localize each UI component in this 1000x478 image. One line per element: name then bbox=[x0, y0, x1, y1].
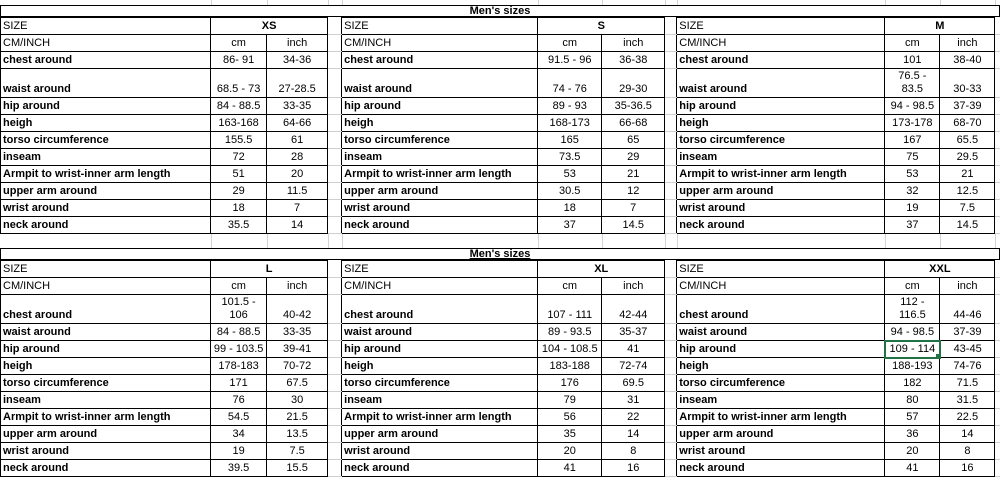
cm-header-cell[interactable]: cm bbox=[538, 278, 602, 295]
gap-cell bbox=[665, 115, 677, 132]
inch-value-cell[interactable]: 37-39 bbox=[940, 98, 995, 115]
selected-cell-value: 109 - 114 bbox=[889, 342, 936, 355]
inch-value-cell[interactable]: 36-38 bbox=[602, 52, 665, 69]
unit-label-cell[interactable]: CM/INCH bbox=[677, 35, 885, 52]
inch-value-cell[interactable]: 65.5 bbox=[940, 132, 995, 149]
gap-cell bbox=[665, 69, 677, 98]
unit-label-cell[interactable]: CM/INCH bbox=[342, 278, 538, 295]
inch-header-cell[interactable]: inch bbox=[267, 35, 328, 52]
cm-value-cell[interactable]: 75 bbox=[885, 149, 940, 166]
inch-value-cell[interactable]: 68-70 bbox=[940, 115, 995, 132]
inch-value-cell[interactable]: 12.5 bbox=[940, 183, 995, 200]
cm-value-cell[interactable]: 84 - 88.5 bbox=[211, 98, 267, 115]
gap-cell bbox=[665, 132, 677, 149]
inch-value-cell[interactable]: 65 bbox=[602, 132, 665, 149]
inch-value-cell[interactable]: 7.5 bbox=[940, 200, 995, 217]
inch-value-cell[interactable]: 7 bbox=[602, 200, 665, 217]
gap-cell bbox=[995, 460, 1000, 477]
gap-cell bbox=[995, 35, 1000, 52]
size-label-cell[interactable]: SIZE bbox=[677, 18, 885, 35]
inch-value-cell[interactable]: 8 bbox=[602, 443, 665, 460]
inch-value-cell[interactable]: 13.5 bbox=[267, 426, 328, 443]
gap-cell bbox=[665, 460, 677, 477]
gap-cell bbox=[665, 392, 677, 409]
cm-value-cell[interactable]: 101.5 - 106 bbox=[211, 295, 267, 324]
cm-value-cell[interactable]: 35.5 bbox=[211, 217, 267, 234]
gap-cell bbox=[328, 460, 342, 477]
row-label-cell[interactable]: chest around bbox=[1, 295, 211, 324]
cm-value-cell[interactable]: 80 bbox=[885, 392, 940, 409]
cm-value-cell[interactable]: 107 - 111 bbox=[538, 295, 602, 324]
inch-value-cell[interactable]: 67.5 bbox=[267, 375, 328, 392]
cm-value-cell[interactable]: 68.5 - 73 bbox=[211, 69, 267, 98]
inch-value-cell[interactable]: 38-40 bbox=[940, 52, 995, 69]
size-label-cell[interactable]: SIZE bbox=[342, 261, 538, 278]
size-header-cell-m[interactable]: M bbox=[885, 18, 995, 35]
inch-value-cell[interactable]: 31.5 bbox=[940, 392, 995, 409]
inch-value-cell[interactable]: 35-36.5 bbox=[602, 98, 665, 115]
row-label-cell[interactable]: wrist around bbox=[1, 443, 211, 460]
row-label-cell[interactable]: hip around bbox=[1, 341, 211, 358]
inch-value-cell[interactable]: 33-35 bbox=[267, 324, 328, 341]
row-label-cell[interactable]: neck around bbox=[677, 217, 885, 234]
section-title-bottom[interactable] bbox=[0, 248, 1000, 260]
unit-label-cell[interactable]: CM/INCH bbox=[1, 35, 211, 52]
gap-cell bbox=[328, 115, 342, 132]
size-label-cell[interactable]: SIZE bbox=[1, 18, 211, 35]
gap-cell bbox=[995, 149, 1000, 166]
cm-value-cell[interactable]: 94 - 98.5 bbox=[885, 98, 940, 115]
size-label-cell[interactable]: SIZE bbox=[342, 18, 538, 35]
gap-cell bbox=[328, 149, 342, 166]
cm-value-cell[interactable]: 51 bbox=[211, 166, 267, 183]
gap-cell bbox=[328, 166, 342, 183]
gap-cell bbox=[995, 324, 1000, 341]
inch-header-cell[interactable]: inch bbox=[602, 278, 665, 295]
size-header-cell-s[interactable]: S bbox=[538, 18, 665, 35]
inch-value-cell[interactable]: 11.5 bbox=[267, 183, 328, 200]
cm-value-cell[interactable]: 29 bbox=[211, 183, 267, 200]
row-label-cell[interactable]: waist around bbox=[677, 69, 885, 98]
cm-header-cell[interactable]: cm bbox=[538, 35, 602, 52]
cm-value-cell[interactable]: 54.5 bbox=[211, 409, 267, 426]
gap-cell bbox=[995, 261, 1000, 278]
cm-value-cell[interactable]: 36 bbox=[885, 426, 940, 443]
unit-label-cell[interactable]: CM/INCH bbox=[677, 278, 885, 295]
row-label-cell[interactable]: wrist around bbox=[342, 443, 538, 460]
gap-cell bbox=[328, 392, 342, 409]
cm-value-cell[interactable]: 89 - 93 bbox=[538, 98, 602, 115]
row-label-cell[interactable]: upper arm around bbox=[1, 426, 211, 443]
gap-cell bbox=[328, 217, 342, 234]
cm-value-cell[interactable]: 79 bbox=[538, 392, 602, 409]
size-label-cell[interactable]: SIZE bbox=[1, 261, 211, 278]
unit-label-cell[interactable]: CM/INCH bbox=[1, 278, 211, 295]
cm-value-cell[interactable]: 72 bbox=[211, 149, 267, 166]
cm-value-cell[interactable]: 32 bbox=[885, 183, 940, 200]
size-tables-bottom-body bbox=[1, 261, 1000, 477]
inch-value-cell[interactable]: 29 bbox=[602, 149, 665, 166]
cm-value-cell[interactable]: 41 bbox=[885, 460, 940, 477]
inch-value-cell[interactable]: 20 bbox=[267, 166, 328, 183]
row-label-cell[interactable]: wrist around bbox=[677, 443, 885, 460]
inch-value-cell[interactable]: 15.5 bbox=[267, 460, 328, 477]
cm-value-cell[interactable]: 20 bbox=[538, 443, 602, 460]
cm-value-cell[interactable]: 171 bbox=[211, 375, 267, 392]
row-label-cell[interactable]: upper arm around bbox=[342, 426, 538, 443]
cm-header-cell[interactable]: cm bbox=[211, 35, 267, 52]
inch-value-cell[interactable]: 8 bbox=[940, 443, 995, 460]
row-label-cell[interactable]: chest around bbox=[1, 52, 211, 69]
row-label-cell[interactable]: heigh bbox=[342, 358, 538, 375]
gap-cell bbox=[995, 409, 1000, 426]
gap-cell bbox=[995, 358, 1000, 375]
inch-value-cell[interactable]: 29-30 bbox=[602, 69, 665, 98]
gap-cell bbox=[995, 98, 1000, 115]
cm-value-cell[interactable]: 178-183 bbox=[211, 358, 267, 375]
row-label-cell[interactable]: wrist around bbox=[1, 200, 211, 217]
cm-value-cell[interactable]: 19 bbox=[885, 200, 940, 217]
gap-cell bbox=[665, 200, 677, 217]
gap-cell bbox=[665, 278, 677, 295]
row-label-cell[interactable]: inseam bbox=[677, 392, 885, 409]
row-label-cell[interactable]: inseam bbox=[342, 392, 538, 409]
inch-value-cell[interactable]: 22 bbox=[602, 409, 665, 426]
gap-cell bbox=[665, 426, 677, 443]
gap-cell bbox=[328, 278, 342, 295]
cm-value-cell[interactable]: 19 bbox=[211, 443, 267, 460]
size-tables-top-body bbox=[1, 18, 1000, 234]
gap-cell bbox=[328, 18, 342, 35]
inch-value-cell[interactable]: 74-76 bbox=[940, 358, 995, 375]
gap-cell bbox=[995, 295, 1000, 324]
row-label-cell[interactable]: inseam bbox=[1, 149, 211, 166]
gap-cell bbox=[665, 52, 677, 69]
row-label-cell[interactable]: Armpit to wrist-inner arm length bbox=[1, 409, 211, 426]
cm-header-cell[interactable]: cm bbox=[211, 278, 267, 295]
gap-cell bbox=[995, 18, 1000, 35]
row-label-cell[interactable]: hip around bbox=[342, 341, 538, 358]
cm-value-cell[interactable]: 76 bbox=[211, 392, 267, 409]
inch-value-cell[interactable]: 16 bbox=[940, 460, 995, 477]
gap-cell bbox=[328, 52, 342, 69]
row-label-cell[interactable]: torso circumference bbox=[342, 375, 538, 392]
inch-header-cell[interactable]: inch bbox=[940, 278, 995, 295]
size-tables-bottom bbox=[0, 260, 1000, 477]
inch-value-cell[interactable]: 31 bbox=[602, 392, 665, 409]
unit-label-cell[interactable]: CM/INCH bbox=[342, 35, 538, 52]
gap-cell bbox=[665, 98, 677, 115]
row-label-cell[interactable]: hip around bbox=[677, 98, 885, 115]
row-label-cell[interactable]: waist around bbox=[342, 324, 538, 341]
cm-value-cell[interactable]: 104 - 108.5 bbox=[538, 341, 602, 358]
inch-value-cell[interactable]: 21 bbox=[940, 166, 995, 183]
cm-value-cell[interactable]: 188-193 bbox=[885, 358, 940, 375]
gap-cell bbox=[665, 409, 677, 426]
size-header-cell-l[interactable]: L bbox=[211, 261, 328, 278]
row-label-cell[interactable]: Armpit to wrist-inner arm length bbox=[677, 409, 885, 426]
row-label-cell[interactable]: wrist around bbox=[342, 200, 538, 217]
gap-cell bbox=[328, 324, 342, 341]
size-tables-top bbox=[0, 17, 1000, 234]
gap-cell bbox=[328, 443, 342, 460]
cm-value-cell[interactable]: 99 - 103.5 bbox=[211, 341, 267, 358]
inch-value-cell[interactable]: 21 bbox=[602, 166, 665, 183]
cm-value-cell[interactable]: 73.5 bbox=[538, 149, 602, 166]
inch-value-cell[interactable]: 7 bbox=[267, 200, 328, 217]
inch-value-cell[interactable]: 43-45 bbox=[940, 341, 995, 358]
cm-value-cell[interactable]: 53 bbox=[885, 166, 940, 183]
inch-value-cell[interactable]: 33-35 bbox=[267, 98, 328, 115]
selected-cell[interactable] bbox=[885, 341, 940, 358]
inch-header-cell[interactable]: inch bbox=[602, 35, 665, 52]
cm-value-cell[interactable]: 167 bbox=[885, 132, 940, 149]
gap-cell bbox=[995, 69, 1000, 98]
row-label-cell[interactable]: neck around bbox=[677, 460, 885, 477]
row-label-cell[interactable]: torso circumference bbox=[342, 132, 538, 149]
gap-cell bbox=[665, 149, 677, 166]
row-label-cell[interactable]: inseam bbox=[342, 149, 538, 166]
inch-value-cell[interactable]: 66-68 bbox=[602, 115, 665, 132]
inch-value-cell[interactable]: 70-72 bbox=[267, 358, 328, 375]
inch-value-cell[interactable]: 12 bbox=[602, 183, 665, 200]
gap-cell bbox=[665, 324, 677, 341]
gap-cell bbox=[665, 18, 677, 35]
row-label-cell[interactable]: neck around bbox=[1, 217, 211, 234]
cm-value-cell[interactable]: 57 bbox=[885, 409, 940, 426]
cm-value-cell[interactable]: 183-188 bbox=[538, 358, 602, 375]
cm-value-cell[interactable]: 94 - 98.5 bbox=[885, 324, 940, 341]
row-label-cell[interactable]: upper arm around bbox=[677, 426, 885, 443]
gap-cell bbox=[328, 341, 342, 358]
gap-cell bbox=[328, 69, 342, 98]
row-label-cell[interactable]: torso circumference bbox=[677, 132, 885, 149]
gap-cell bbox=[328, 35, 342, 52]
row-label-cell[interactable]: inseam bbox=[677, 149, 885, 166]
row-label-cell[interactable]: Armpit to wrist-inner arm length bbox=[677, 166, 885, 183]
cm-header-cell[interactable]: cm bbox=[885, 278, 940, 295]
row-label-cell[interactable]: heigh bbox=[1, 115, 211, 132]
row-label-cell[interactable]: neck around bbox=[342, 460, 538, 477]
gap-cell bbox=[328, 183, 342, 200]
inch-value-cell[interactable]: 37-39 bbox=[940, 324, 995, 341]
gap-cell bbox=[665, 358, 677, 375]
gap-cell bbox=[995, 278, 1000, 295]
gap-cell bbox=[995, 52, 1000, 69]
gap-cell bbox=[328, 98, 342, 115]
gap-cell bbox=[995, 217, 1000, 234]
row-label-cell[interactable]: inseam bbox=[1, 392, 211, 409]
grid-gap-middle bbox=[0, 234, 1000, 248]
gap-cell bbox=[328, 409, 342, 426]
row-label-cell[interactable]: heigh bbox=[1, 358, 211, 375]
cm-value-cell[interactable]: 76.5 - 83.5 bbox=[885, 69, 940, 98]
cm-value-cell[interactable]: 89 - 93.5 bbox=[538, 324, 602, 341]
inch-value-cell[interactable]: 14 bbox=[940, 426, 995, 443]
gap-cell bbox=[665, 166, 677, 183]
section-title-bottom-text: Men's sizes bbox=[469, 248, 531, 260]
row-label-cell[interactable]: hip around bbox=[1, 98, 211, 115]
inch-value-cell[interactable]: 39-41 bbox=[267, 341, 328, 358]
inch-value-cell[interactable]: 27-28.5 bbox=[267, 69, 328, 98]
row-label-cell[interactable]: torso circumference bbox=[1, 375, 211, 392]
cm-value-cell[interactable]: 35 bbox=[538, 426, 602, 443]
row-label-cell[interactable]: Armpit to wrist-inner arm length bbox=[342, 166, 538, 183]
inch-value-cell[interactable]: 22.5 bbox=[940, 409, 995, 426]
gap-cell bbox=[665, 443, 677, 460]
row-label-cell[interactable]: neck around bbox=[1, 460, 211, 477]
cm-value-cell[interactable]: 30.5 bbox=[538, 183, 602, 200]
cm-value-cell[interactable]: 20 bbox=[885, 443, 940, 460]
row-label-cell[interactable]: Armpit to wrist-inner arm length bbox=[342, 409, 538, 426]
gap-cell bbox=[995, 166, 1000, 183]
inch-value-cell[interactable]: 69.5 bbox=[602, 375, 665, 392]
inch-value-cell[interactable]: 42-44 bbox=[602, 295, 665, 324]
cm-value-cell[interactable]: 86- 91 bbox=[211, 52, 267, 69]
inch-value-cell[interactable]: 41 bbox=[602, 341, 665, 358]
row-label-cell[interactable]: waist around bbox=[342, 69, 538, 98]
inch-value-cell[interactable]: 44-46 bbox=[940, 295, 995, 324]
cm-value-cell[interactable]: 163-168 bbox=[211, 115, 267, 132]
row-label-cell[interactable]: torso circumference bbox=[677, 375, 885, 392]
cm-value-cell[interactable]: 53 bbox=[538, 166, 602, 183]
size-label-cell[interactable]: SIZE bbox=[677, 261, 885, 278]
row-label-cell[interactable]: chest around bbox=[677, 52, 885, 69]
gap-cell bbox=[328, 426, 342, 443]
gap-cell bbox=[328, 375, 342, 392]
inch-value-cell[interactable]: 14 bbox=[602, 426, 665, 443]
cm-value-cell[interactable]: 84 - 88.5 bbox=[211, 324, 267, 341]
gap-cell bbox=[995, 341, 1000, 358]
gap-cell bbox=[995, 392, 1000, 409]
inch-value-cell[interactable]: 40-42 bbox=[267, 295, 328, 324]
row-label-cell[interactable]: upper arm around bbox=[342, 183, 538, 200]
gap-cell bbox=[328, 295, 342, 324]
cm-value-cell[interactable]: 39.5 bbox=[211, 460, 267, 477]
gap-cell bbox=[328, 132, 342, 149]
cm-value-cell[interactable]: 155.5 bbox=[211, 132, 267, 149]
gap-cell bbox=[328, 200, 342, 217]
row-label-cell[interactable]: heigh bbox=[677, 358, 885, 375]
gap-cell bbox=[665, 183, 677, 200]
row-label-cell[interactable]: neck around bbox=[342, 217, 538, 234]
inch-value-cell[interactable]: 71.5 bbox=[940, 375, 995, 392]
inch-value-cell[interactable]: 21.5 bbox=[267, 409, 328, 426]
row-label-cell[interactable]: waist around bbox=[1, 324, 211, 341]
size-header-cell-xl[interactable]: XL bbox=[538, 261, 665, 278]
row-label-cell[interactable]: chest around bbox=[677, 295, 885, 324]
row-label-cell[interactable]: chest around bbox=[342, 295, 538, 324]
row-label-cell[interactable]: upper arm around bbox=[1, 183, 211, 200]
cm-value-cell[interactable]: 182 bbox=[885, 375, 940, 392]
cm-value-cell[interactable]: 41 bbox=[538, 460, 602, 477]
section-title-top[interactable] bbox=[0, 5, 1000, 17]
gap-cell bbox=[665, 295, 677, 324]
section-title-top-text: Men's sizes bbox=[469, 5, 531, 17]
row-label-cell[interactable]: torso circumference bbox=[1, 132, 211, 149]
inch-header-cell[interactable]: inch bbox=[267, 278, 328, 295]
row-label-cell[interactable]: chest around bbox=[342, 52, 538, 69]
cm-value-cell[interactable]: 176 bbox=[538, 375, 602, 392]
row-label-cell[interactable]: waist around bbox=[1, 69, 211, 98]
inch-value-cell[interactable]: 14.5 bbox=[940, 217, 995, 234]
cm-header-cell[interactable]: cm bbox=[885, 35, 940, 52]
inch-value-cell[interactable]: 7.5 bbox=[267, 443, 328, 460]
cm-value-cell[interactable]: 165 bbox=[538, 132, 602, 149]
cm-value-cell[interactable]: 168-173 bbox=[538, 115, 602, 132]
cm-value-cell[interactable]: 18 bbox=[211, 200, 267, 217]
inch-value-cell[interactable]: 72-74 bbox=[602, 358, 665, 375]
gap-cell bbox=[995, 200, 1000, 217]
fill-handle[interactable] bbox=[935, 353, 940, 358]
cm-value-cell[interactable]: 37 bbox=[885, 217, 940, 234]
gap-cell bbox=[995, 132, 1000, 149]
inch-header-cell[interactable]: inch bbox=[940, 35, 995, 52]
cm-value-cell[interactable]: 18 bbox=[538, 200, 602, 217]
cm-value-cell[interactable]: 34 bbox=[211, 426, 267, 443]
inch-value-cell[interactable]: 30-33 bbox=[940, 69, 995, 98]
gap-cell bbox=[995, 183, 1000, 200]
cm-value-cell[interactable]: 74 - 76 bbox=[538, 69, 602, 98]
inch-value-cell[interactable]: 14.5 bbox=[602, 217, 665, 234]
inch-value-cell[interactable]: 35-37 bbox=[602, 324, 665, 341]
cm-value-cell[interactable]: 56 bbox=[538, 409, 602, 426]
gap-cell bbox=[665, 35, 677, 52]
gap-cell bbox=[328, 261, 342, 278]
row-label-cell[interactable]: heigh bbox=[342, 115, 538, 132]
inch-value-cell[interactable]: 14 bbox=[267, 217, 328, 234]
size-header-cell-xs[interactable]: XS bbox=[211, 18, 328, 35]
gap-cell bbox=[665, 341, 677, 358]
gap-cell bbox=[665, 261, 677, 278]
row-label-cell[interactable]: hip around bbox=[677, 341, 885, 358]
inch-value-cell[interactable]: 30 bbox=[267, 392, 328, 409]
row-label-cell[interactable]: upper arm around bbox=[677, 183, 885, 200]
row-label-cell[interactable]: wrist around bbox=[677, 200, 885, 217]
cm-value-cell[interactable]: 91.5 - 96 bbox=[538, 52, 602, 69]
row-label-cell[interactable]: heigh bbox=[677, 115, 885, 132]
size-header-cell-xxl[interactable]: XXL bbox=[885, 261, 995, 278]
cm-value-cell[interactable]: 112 - 116.5 bbox=[885, 295, 940, 324]
inch-value-cell[interactable]: 61 bbox=[267, 132, 328, 149]
gap-cell bbox=[995, 115, 1000, 132]
inch-value-cell[interactable]: 64-66 bbox=[267, 115, 328, 132]
row-label-cell[interactable]: waist around bbox=[677, 324, 885, 341]
inch-value-cell[interactable]: 16 bbox=[602, 460, 665, 477]
inch-value-cell[interactable]: 34-36 bbox=[267, 52, 328, 69]
gap-cell bbox=[665, 217, 677, 234]
gap-cell bbox=[995, 426, 1000, 443]
inch-value-cell[interactable]: 28 bbox=[267, 149, 328, 166]
gap-cell bbox=[665, 375, 677, 392]
cm-value-cell[interactable]: 173-178 bbox=[885, 115, 940, 132]
row-label-cell[interactable]: hip around bbox=[342, 98, 538, 115]
cm-value-cell[interactable]: 101 bbox=[885, 52, 940, 69]
cm-value-cell[interactable]: 37 bbox=[538, 217, 602, 234]
gap-cell bbox=[328, 358, 342, 375]
row-label-cell[interactable]: Armpit to wrist-inner arm length bbox=[1, 166, 211, 183]
gap-cell bbox=[995, 375, 1000, 392]
gap-cell bbox=[995, 443, 1000, 460]
inch-value-cell[interactable]: 29.5 bbox=[940, 149, 995, 166]
